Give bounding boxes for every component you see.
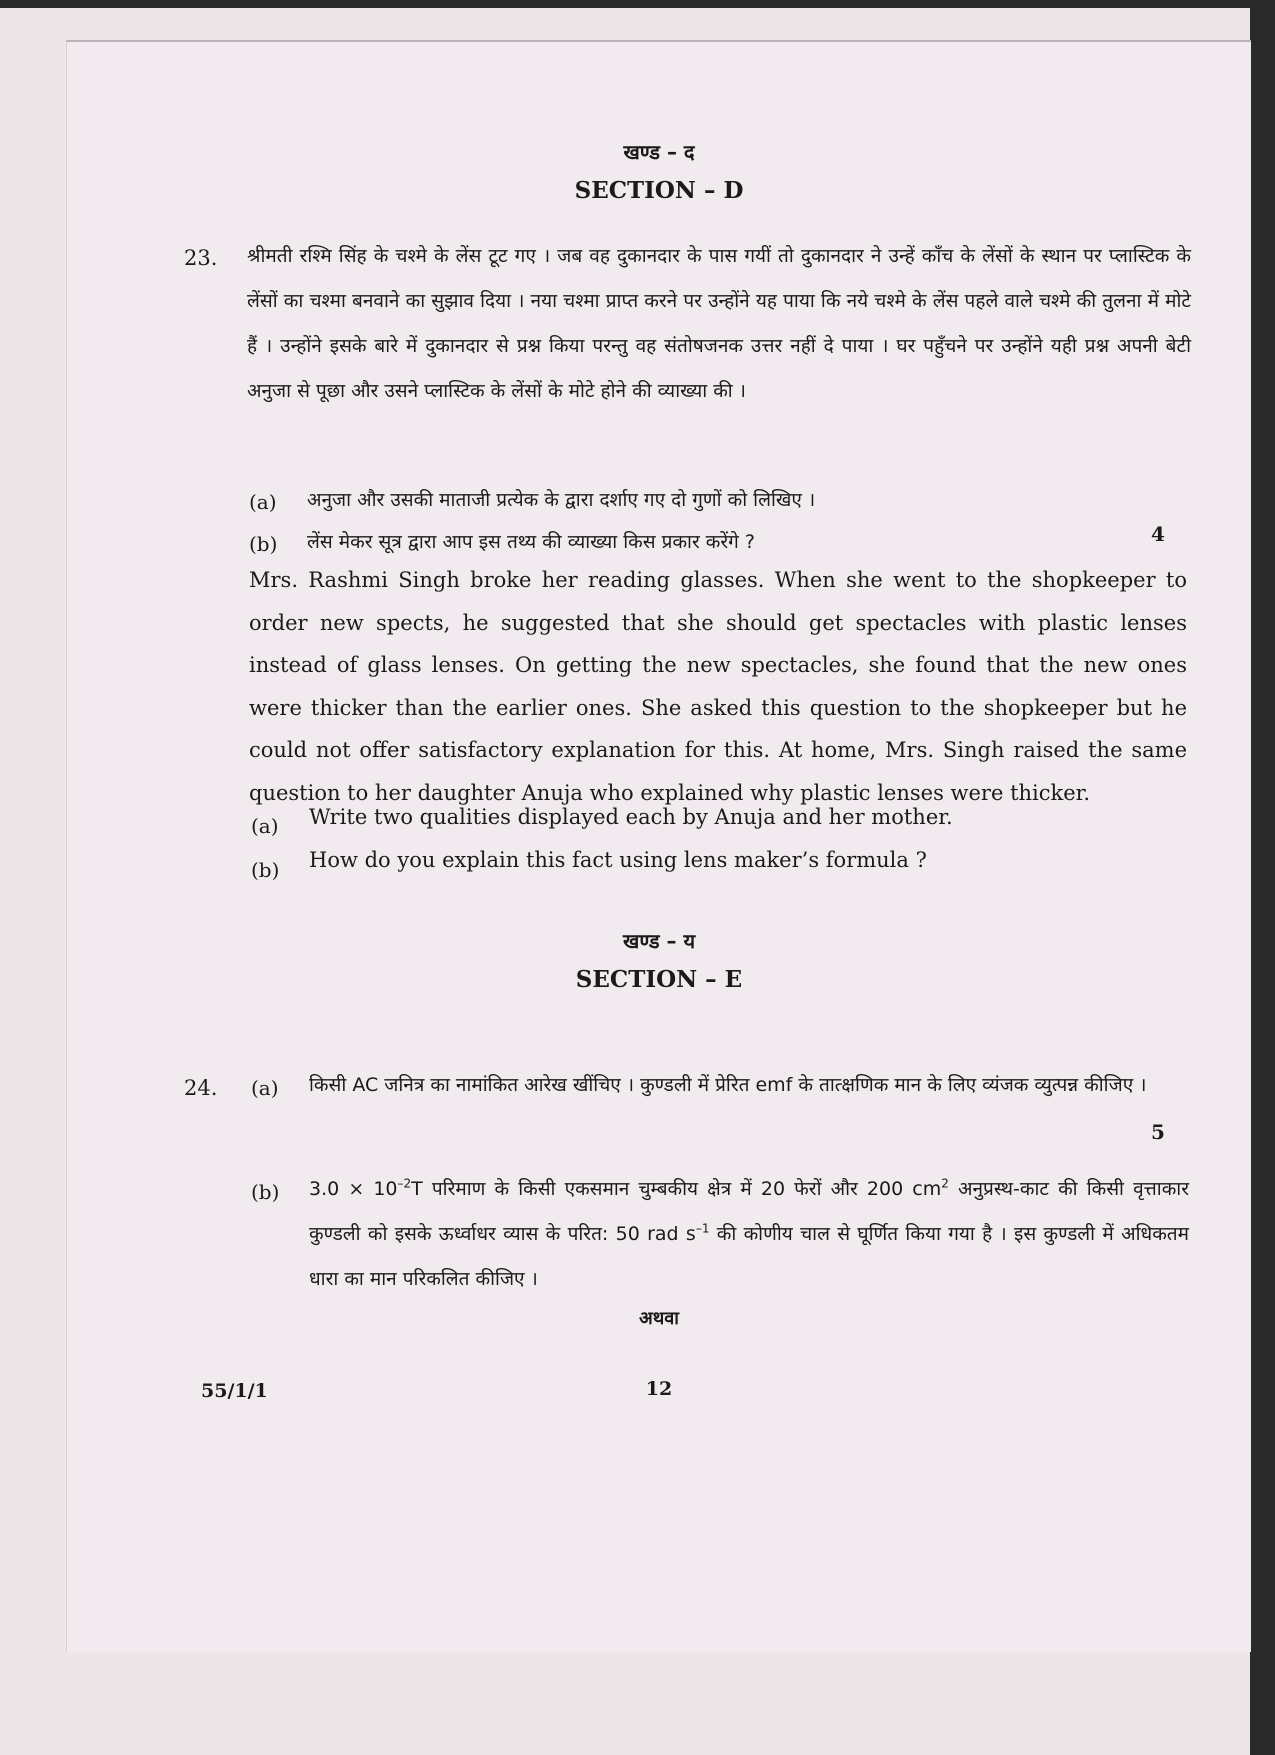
question-24-part-a-label: (a) <box>251 1076 279 1100</box>
page-number: 12 <box>645 1378 673 1400</box>
exam-page <box>66 40 1251 1652</box>
question-23-hindi-paragraph: श्रीमती रश्मि सिंह के चश्मे के लेंस टूट गए । जब वह दुकानदार के पास गयीं तो दुकानदार ने उन्हें काँच के लेंसों के स्थान पर प्लास्टिक के लेंसों का चश्मा बनवाने का सुझाव दिया । नया चश्मा प्राप्त करने पर उन्होंने यह पाया कि नये चश्मे के लेंस पहले वाले चश्मे की तुलना में मोटे हैं । उन्होंने इसके बारे में दुकानदार से प्रश्न किया परन्तु वह संतोषजनक उत्तर नहीं दे पाया । घर पहुँचने पर उन्होंने यही प्रश्न अपनी बेटी अनुजा से पूछा और उसने प्लास्टिक के लेंसों के मोटे होने की व्याख्या की । <box>247 245 1191 402</box>
question-23-english-paragraph: Mrs. Rashmi Singh broke her reading glasses. When she went to the shopkeeper to order new spects, he suggested that she should get spectacles with plastic lenses instead of glass lenses. On getting the new spectacles, she found that the new ones were thicker than the earlier ones. She asked this question to the shopkeeper but he could not offer satisfactory explanation for this. At home, Mrs. Singh raised the same question to her daughter Anuja who explained why plastic lenses were thicker. <box>249 568 1187 805</box>
question-24-number: 24. <box>184 1076 218 1100</box>
section-e-hindi-heading: खण्ड – य <box>622 929 696 953</box>
question-23-english-part-a: Write two qualities displayed each by Anuja and her mother. <box>309 805 953 829</box>
question-23-hindi-part-a-label: (a) <box>249 490 277 514</box>
question-24-part-b-label: (b) <box>251 1180 280 1204</box>
question-23-english-part-b: How do you explain this fact using lens maker’s formula ? <box>309 848 927 872</box>
question-24-marks: 5 <box>1151 1120 1165 1144</box>
question-23-english-part-b-label: (b) <box>251 858 280 882</box>
question-23-number: 23. <box>184 246 218 270</box>
question-24-part-a: किसी AC जनित्र का नामांकित आरेख खींचिए । कुण्डली में प्रेरित emf के तात्क्षणिक मान के लिए व्यंजक व्युत्पन्न कीजिए । <box>309 1074 1147 1096</box>
or-separator: अथवा <box>639 1308 679 1329</box>
question-23-hindi-part-b-label: (b) <box>249 532 278 556</box>
paper-code: 55/1/1 <box>201 1380 268 1402</box>
scanned-sheet <box>0 8 1250 1755</box>
question-23-hindi-part-a: अनुजा और उसकी माताजी प्रत्येक के द्वारा दर्शाए गए दो गुणों को लिखिए । <box>307 489 816 511</box>
question-23-hindi-part-b: लेंस मेकर सूत्र द्वारा आप इस तथ्य की व्याख्या किस प्रकार करेंगे ? <box>307 531 755 553</box>
section-d-hindi-heading: खण्ड – द <box>623 140 695 164</box>
section-e-heading: SECTION – E <box>575 966 743 993</box>
question-23-marks: 4 <box>1151 522 1165 546</box>
question-24-part-b: $3.0 \times 10^{-2}T$ परिमाण के किसी एकसमान चुम्बकीय क्षेत्र में 20 फेरों और 200 $cm^2$ अनुप्रस्थ-काट की किसी वृत्ताकार कुण्डली को इसके ऊर्ध्वाधर व्यास के परित: 50 rad $s^{-1}$ की कोणीय चाल से घूर्णित किया गया है । इस कुण्डली में अधिकतम धारा का मान परिकलित कीजिए । <box>309 1176 1189 1290</box>
question-23-english-part-a-label: (a) <box>251 814 279 838</box>
section-d-heading: SECTION – D <box>574 177 744 204</box>
